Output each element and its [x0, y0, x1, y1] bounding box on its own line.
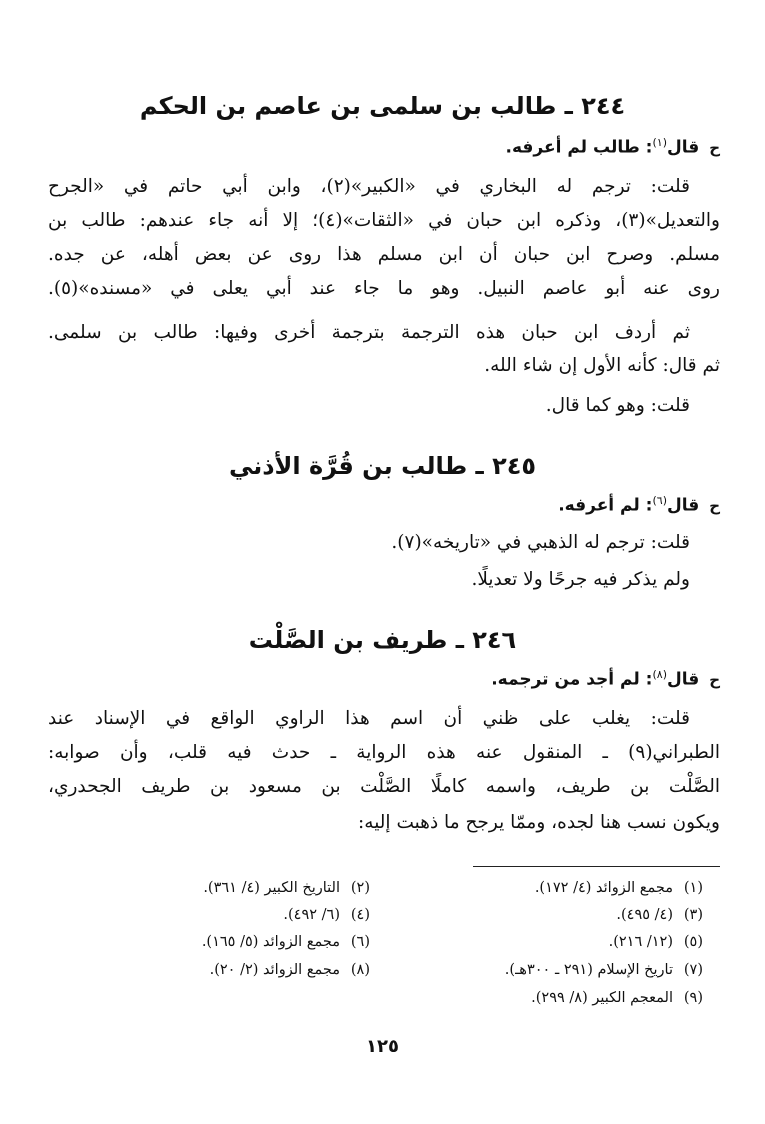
paragraph-line: قلت: وهو كما قال.: [545, 395, 690, 416]
bullet-icon: ح: [709, 670, 720, 689]
footnote-ref: (١): [652, 136, 667, 149]
footnote-number: (٥): [683, 934, 703, 950]
footnote-number: (٨): [350, 962, 370, 978]
entry-heading-245: ٢٤٥ ـ طالب بن قُرَّة الأذني: [228, 452, 537, 480]
footnote: [210, 962, 370, 978]
footnote-number: (١): [683, 880, 703, 896]
qal-line-245: [40, 494, 720, 516]
bullet-icon: ح: [709, 496, 720, 515]
paragraph-line: قلت: ترجم له البخاري في «الكبير»(٢)، وابن أبي حاتم في «الجرح: [48, 176, 691, 197]
paragraph-line: ويكون نسب هنا لجده، وممّا يرجح ما ذهبت إليه:: [358, 812, 720, 833]
paragraph-line: الصَّلْت بن طريف، واسمه كاملًا الصَّلْت بن مسعود بن طريف الجحدري،: [48, 776, 720, 797]
paragraph-line: ثم قال: كأنه الأول إن شاء الله.: [484, 355, 720, 376]
paragraph-line: ولم يذكر فيه جرحًا ولا تعديلًا.: [471, 569, 690, 590]
footnote-text: (٤/ ٤٩٥).: [616, 907, 673, 923]
footnote-text: (٦/ ٤٩٢).: [283, 907, 340, 923]
footnote-number: (٢): [350, 880, 370, 896]
paragraph-line: والتعديل»(٣)، وذكره ابن حبان في «الثقات»(٤)؛ إلا أنه جاء عندهم: طالب بن: [48, 210, 720, 231]
paragraph-line: قلت: يغلب على ظني أن اسم هذا الراوي الواقع في الإسناد عند: [48, 708, 690, 729]
qal-text: : لم أجد من ترجمه.: [491, 669, 653, 690]
qal-text: : طالب لم أعرفه.: [505, 137, 653, 158]
footnote: [535, 880, 703, 896]
qal-word: قال: [667, 495, 700, 516]
qal-word: قال: [667, 669, 700, 690]
footnote-text: تاريخ الإسلام (٢٩١ ـ ٣٠٠هـ).: [504, 962, 673, 978]
footnote-number: (٧): [683, 962, 703, 978]
footnote-number: (٩): [683, 990, 703, 1006]
entry-heading-244: ٢٤٤ ـ طالب بن سلمى بن عاصم بن الحكم: [139, 92, 626, 120]
qal-line-244: [40, 136, 720, 158]
footnote-text: التاريخ الكبير (٤/ ٣٦١).: [203, 880, 340, 896]
qal-text: : لم أعرفه.: [558, 495, 653, 516]
footnote-text: (١٢/ ٢١٦).: [608, 934, 673, 950]
footnote: [609, 934, 703, 950]
footnote: [616, 907, 703, 923]
footnote: [283, 907, 370, 923]
footnote: [203, 880, 370, 896]
page-number: ١٢٥: [366, 1036, 399, 1057]
paragraph-line: روى عنه أبو عاصم النبيل. وهو ما جاء عند أبي يعلى في «مسنده»(٥).: [48, 278, 720, 299]
footnote-number: (٣): [683, 907, 703, 923]
footnote: [531, 990, 703, 1006]
footnote-text: مجمع الزوائد (٤/ ١٧٢).: [534, 880, 673, 896]
paragraph-line: الطبراني(٩) ـ المنقول عنه هذه الرواية ـ حدث فيه قلب، وأن صوابه:: [48, 742, 720, 763]
footnote: [505, 962, 703, 978]
footnote-text: مجمع الزوائد (٥/ ١٦٥).: [201, 934, 340, 950]
footnote: [202, 934, 370, 950]
footnote-number: (٤): [350, 907, 370, 923]
footnote-ref: (٨): [652, 668, 667, 681]
qal-line-246: [40, 668, 720, 690]
footnote-number: (٦): [350, 934, 370, 950]
entry-heading-246: ٢٤٦ ـ طريف بن الصَّلْت: [248, 626, 517, 654]
qal-word: قال: [667, 137, 700, 158]
footnote-ref: (٦): [652, 494, 667, 507]
footnote-text: مجمع الزوائد (٢/ ٢٠).: [209, 962, 340, 978]
paragraph-line: ثم أردف ابن حبان هذه الترجمة بترجمة أخرى وفيها: طالب بن سلمى.: [48, 322, 690, 343]
bullet-icon: ح: [709, 138, 720, 157]
footnote-text: المعجم الكبير (٨/ ٢٩٩).: [531, 990, 673, 1006]
paragraph-line: مسلم. وصرح ابن حبان أن ابن مسلم هذا روى عن بعض أهله، عن جده.: [48, 244, 720, 265]
footnote-divider: [473, 866, 720, 867]
paragraph-line: قلت: ترجم له الذهبي في «تاريخه»(٧).: [391, 532, 690, 553]
